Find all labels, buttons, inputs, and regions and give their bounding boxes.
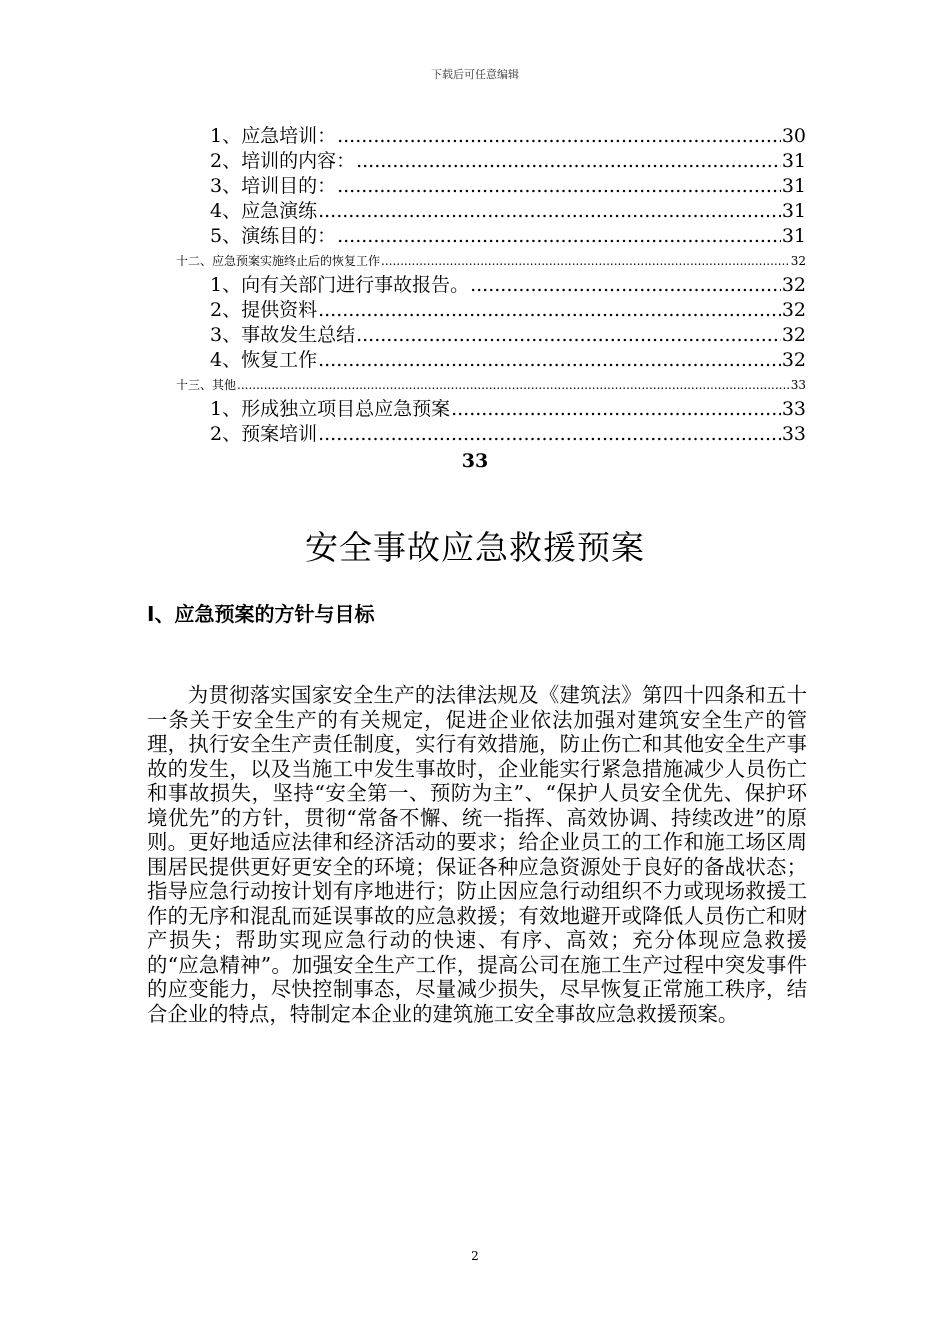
toc-leader-dots [318, 422, 781, 447]
document-title: 安全事故应急救援预案 [305, 528, 645, 567]
toc-leader-dots [337, 224, 781, 249]
toc-entry-label: 1、向有关部门进行事故报告。 [210, 274, 470, 296]
toc-leader-dots [381, 249, 790, 273]
toc-leader-dots [470, 273, 781, 298]
toc-leader-dots [337, 174, 781, 199]
toc-entry-label: 3、事故发生总结 [210, 324, 356, 346]
toc-entry-label: 1、形成独立项目总应急预案 [210, 398, 451, 420]
toc-entry-page: 31 [781, 225, 806, 247]
toc-entry[interactable] [176, 124, 806, 149]
toc-entry-page: 31 [781, 150, 806, 172]
toc-leader-dots [318, 199, 781, 224]
toc-trailing-page: 33 [461, 450, 489, 472]
toc-entry-page: 33 [781, 398, 806, 420]
toc-entry[interactable] [176, 174, 806, 199]
toc-entry-label: 十三、其他 [176, 378, 237, 392]
table-of-contents [176, 124, 806, 447]
toc-entry[interactable] [176, 149, 806, 174]
toc-entry[interactable] [176, 323, 806, 348]
toc-entry-page: 32 [781, 274, 806, 296]
toc-entry-label: 4、应急演练 [210, 200, 318, 222]
toc-entry-page: 32 [781, 299, 806, 321]
toc-leader-dots [318, 348, 781, 373]
toc-entry-label: 1、应急培训： [210, 125, 337, 147]
toc-entry-page: 31 [781, 175, 806, 197]
toc-entry[interactable] [176, 422, 806, 447]
toc-entry[interactable] [176, 199, 806, 224]
toc-entry[interactable] [176, 348, 806, 373]
body-paragraph: 为贯彻落实国家安全生产的法律法规及《建筑法》第四十四条和五十一条关于安全生产的有关规定，促进企业依法加强对建筑安全生产的管理，执行安全生产责任制度，实行有效措施，防止伤亡和其他安全生产事故的发生，以及当施工中发生事故时，企业能实行紧急措施减少人员伤亡和事故损失，坚持“安全第一、预防为主”、“保护人员安全优先、保护环境优先”的方针，贯彻“常备不懈、统一指挥、高效协调、持续改进”的原则。更好地适应法律和经济活动的要求；给企业员工的工作和施工场区周围居民提供更好更安全的环境；保证各种应急资源处于良好的备战状态；指导应急行动按计划有序地进行；防止因应急行动组织不力或现场救援工作的无序和混乱而延误事故的应急救援；有效地避开或降低人员伤亡和财产损失；帮助实现应急行动的快速、有序、高效；充分体现应急救援的“应急精神”。加强安全生产工作，提高公司在施工生产过程中突发事件的应变能力，尽快控制事态，尽量减少损失，尽早恢复正常施工秩序，结合企业的特点，特制定本企业的建筑施工安全事故应急救援预案。 [147, 683, 807, 1026]
toc-chapter-entry[interactable] [176, 373, 806, 397]
toc-leader-dots [356, 149, 781, 174]
page-number: 2 [471, 1249, 479, 1263]
toc-leader-dots [451, 397, 781, 422]
toc-leader-dots [356, 323, 781, 348]
toc-entry-page: 33 [790, 378, 806, 392]
section-heading: Ⅰ、应急预案的方针与目标 [147, 602, 375, 626]
toc-entry-label: 5、演练目的： [210, 225, 337, 247]
toc-entry[interactable] [176, 273, 806, 298]
toc-entry-page: 32 [790, 254, 806, 268]
toc-entry-label: 2、培训的内容： [210, 150, 356, 172]
toc-entry-label: 2、提供资料 [210, 299, 318, 321]
toc-entry[interactable] [176, 224, 806, 249]
toc-leader-dots [337, 124, 781, 149]
toc-entry-page: 33 [781, 423, 806, 445]
toc-entry-page: 32 [781, 349, 806, 371]
toc-entry-label: 十二、应急预案实施终止后的恢复工作 [176, 254, 381, 268]
header-note: 下载后可任意编辑 [431, 68, 519, 81]
toc-leader-dots [318, 298, 781, 323]
toc-entry-page: 31 [781, 200, 806, 222]
toc-entry[interactable] [176, 397, 806, 422]
toc-entry-label: 4、恢复工作 [210, 349, 318, 371]
toc-entry-label: 2、预案培训 [210, 423, 318, 445]
toc-chapter-entry[interactable] [176, 249, 806, 273]
toc-leader-dots [237, 373, 790, 397]
toc-entry[interactable] [176, 298, 806, 323]
toc-entry-label: 3、培训目的： [210, 175, 337, 197]
toc-entry-page: 30 [781, 125, 806, 147]
toc-entry-page: 32 [781, 324, 806, 346]
